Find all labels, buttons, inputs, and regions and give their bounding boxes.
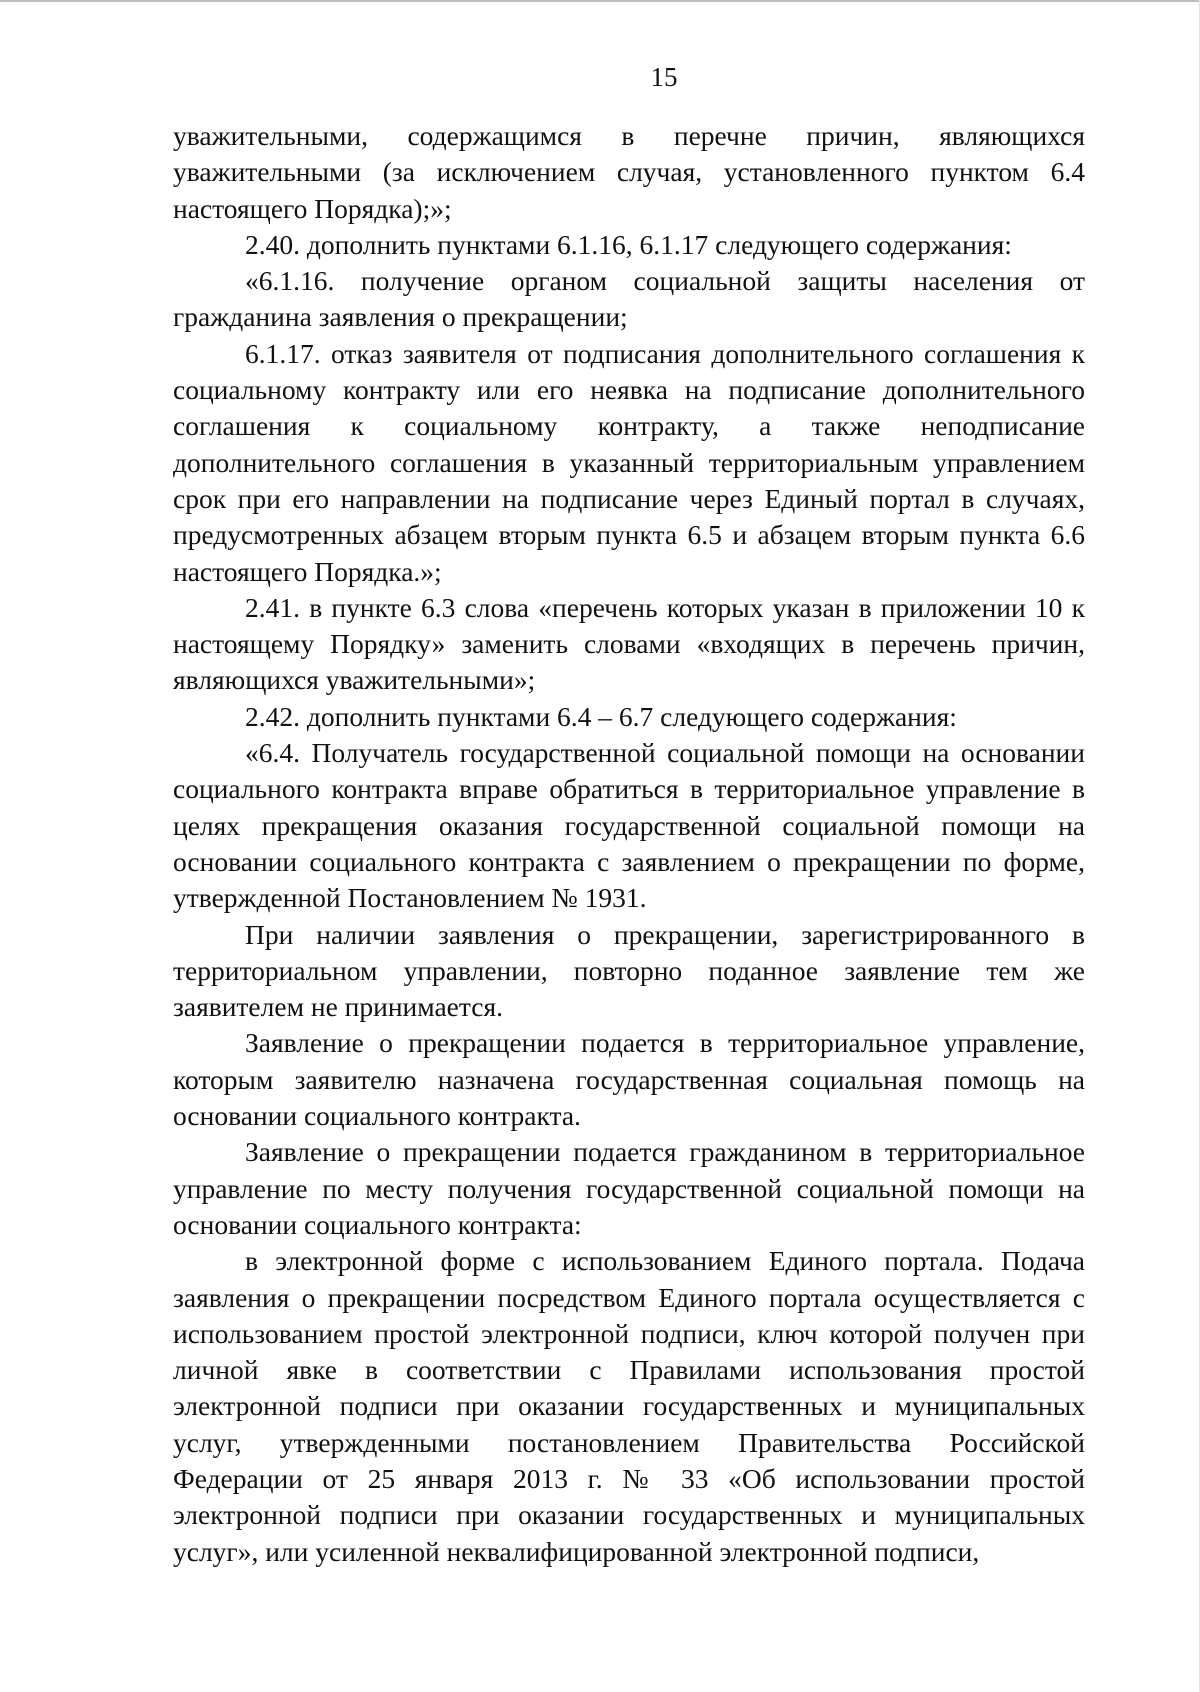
- page-number: 15: [650, 62, 678, 92]
- document-body: [173, 118, 1085, 1570]
- paragraph-submission-office: Заявление о прекращении подается в территориальное управление, которым заявителю назначена государственная социальная помощь на основании социального контракта.: [173, 1027, 1085, 1132]
- paragraph-item-2-40: 2.40. дополнить пунктами 6.1.16, 6.1.17 следующего содержания:: [245, 228, 1012, 260]
- paragraph-item-6-4: «6.4. Получатель государственной социальной помощи на основании социального контракта вправе обратиться в территориальное управление в целях прекращения оказания государственной социальной помощи на основании социального контракта с заявлением о прекращении по форме, утвержденной Постановлением № 1931.: [173, 737, 1085, 914]
- scan-edge-top: [0, 0, 1200, 2]
- paragraph-submission-place: Заявление о прекращении подается гражданином в территориальное управление по месту получения государственной социальной помощи на основании социального контракта:: [173, 1136, 1085, 1240]
- paragraph-continuation: уважительными, содержащимся в перечне причин, являющихся уважительными (за исключением случая, установленного пунктом 6.4 настоящего Порядка);»;: [173, 120, 1085, 224]
- paragraph-item-2-42: 2.42. дополнить пунктами 6.4 – 6.7 следующего содержания:: [245, 700, 957, 732]
- paragraph-repeat-application: При наличии заявления о прекращении, зарегистрированного в территориальном управлении, повторно поданное заявление тем же заявителем не принимается.: [173, 918, 1085, 1023]
- paragraph-electronic-form: в электронной форме с использованием Единого портала. Подача заявления о прекращении посредством Единого портала осуществляется с использованием простой электронной подписи, ключ которой получен при личной явке в соответствии с Правилами использования простой электронной подписи при оказании государственных и муниципальных услуг, утвержденными постановлением Правительства Российской Федерации от 25 января 2013 г. № 33 «Об использовании простой электронной подписи при оказании государственных и муниципальных услуг», или усиленной неквалифицированной электронной подписи,: [173, 1245, 1085, 1567]
- paragraph-item-2-41: 2.41. в пункте 6.3 слова «перечень которых указан в приложении 10 к настоящему Порядку» заменить словами «входящих в перечень причин, являющихся уважительными»;: [173, 591, 1085, 696]
- paragraph-item-6-1-17: 6.1.17. отказ заявителя от подписания дополнительного соглашения к социальному контракту или его неявка на подписание дополнительного соглашения к социальному контракту, а также неподписание дополнительного соглашения в указанный территориальным управлением срок при его направлении на подписание через Единый портал в случаях, предусмотренных абзацем вторым пункта 6.5 и абзацем вторым пункта 6.6 настоящего Порядка.»;: [173, 337, 1085, 587]
- paragraph-item-6-1-16: «6.1.16. получение органом социальной защиты населения от гражданина заявления о прекращении;: [173, 265, 1085, 333]
